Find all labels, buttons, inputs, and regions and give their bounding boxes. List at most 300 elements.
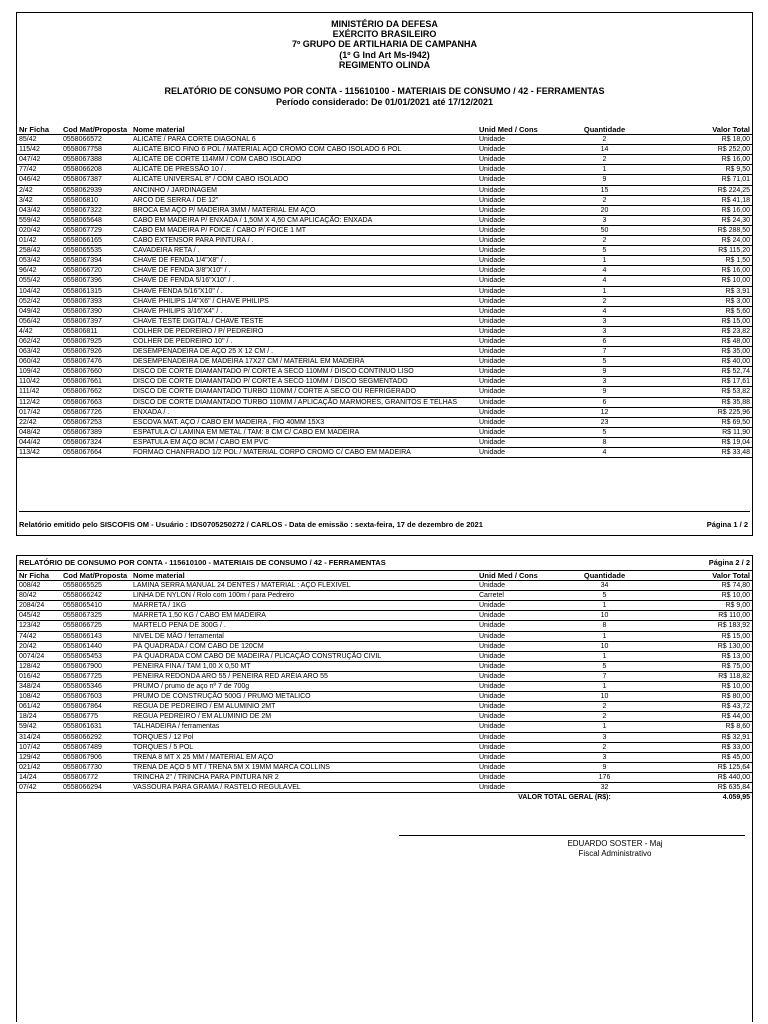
nr-ficha-cell: 044/42 bbox=[17, 437, 61, 447]
valor-total-cell: R$ 44,00 bbox=[652, 712, 752, 722]
cod-mat-cell: 0558067394 bbox=[61, 256, 131, 266]
valor-total-cell: R$ 10,00 bbox=[652, 682, 752, 692]
nome-material-cell: MARTELO PENA DE 300G / . bbox=[131, 621, 477, 631]
cod-mat-cell: 0558067476 bbox=[61, 357, 131, 367]
valor-total-cell: R$ 252,00 bbox=[652, 145, 752, 155]
unid-med-cell: Unidade bbox=[477, 276, 557, 286]
cod-mat-cell: 0558067663 bbox=[61, 397, 131, 407]
nome-material-cell: CABO EM MADEIRA P/ ENXADA / 1,50M X 4,50 CM APLICAÇÃO: ENXADA bbox=[131, 215, 477, 225]
valor-total-cell: R$ 24,00 bbox=[652, 236, 752, 246]
valor-total-cell: R$ 118,82 bbox=[652, 671, 752, 681]
valor-total-cell: R$ 3,91 bbox=[652, 286, 752, 296]
cod-mat-cell: 0558067925 bbox=[61, 336, 131, 346]
nr-ficha-cell: 062/42 bbox=[17, 336, 61, 346]
valor-total-cell: R$ 24,30 bbox=[652, 215, 752, 225]
valor-total-cell: R$ 16,00 bbox=[652, 155, 752, 165]
nr-ficha-cell: 053/42 bbox=[17, 256, 61, 266]
quantidade-cell: 2 bbox=[557, 742, 652, 752]
quantidade-cell: 2 bbox=[557, 712, 652, 722]
table-row bbox=[17, 215, 752, 225]
cod-mat-cell: 0558067661 bbox=[61, 377, 131, 387]
nr-ficha-cell: 052/42 bbox=[17, 296, 61, 306]
table-row bbox=[17, 306, 752, 316]
quantidade-cell: 5 bbox=[557, 246, 652, 256]
nr-ficha-cell: 123/42 bbox=[17, 621, 61, 631]
quantidade-cell: 2 bbox=[557, 135, 652, 145]
table-row bbox=[17, 772, 752, 782]
quantidade-cell: 1 bbox=[557, 601, 652, 611]
report-page-2 bbox=[16, 555, 753, 1022]
quantidade-cell: 1 bbox=[557, 651, 652, 661]
valor-total-cell: R$ 75,00 bbox=[652, 661, 752, 671]
unid-med-cell: Unidade bbox=[477, 377, 557, 387]
quantidade-cell: 5 bbox=[557, 427, 652, 437]
nr-ficha-cell: 77/42 bbox=[17, 165, 61, 175]
table-row bbox=[17, 712, 752, 722]
col-quantidade: Quantidade bbox=[557, 571, 652, 581]
report-title: RELATÓRIO DE CONSUMO POR CONTA - 115610100 - MATERIAIS DE CONSUMO / 42 - FERRAMENTAS bbox=[164, 86, 605, 97]
page-number: Página 2 / 2 bbox=[708, 558, 750, 567]
valor-total-cell: R$ 13,00 bbox=[652, 651, 752, 661]
valor-total-cell: R$ 48,00 bbox=[652, 336, 752, 346]
nr-ficha-cell: 4/42 bbox=[17, 326, 61, 336]
valor-total-cell: R$ 52,74 bbox=[652, 367, 752, 377]
nome-material-cell: TRINCHA 2" / TRINCHA PARA PINTURA NR 2 bbox=[131, 772, 477, 782]
nr-ficha-cell: 129/42 bbox=[17, 752, 61, 762]
cod-mat-cell: 0558067758 bbox=[61, 145, 131, 155]
nome-material-cell: ESCOVA MAT. AÇO / CABO EM MADEIRA , FIO 40MM 15X3 bbox=[131, 417, 477, 427]
unid-med-cell: Unidade bbox=[477, 448, 557, 458]
nome-material-cell: TRENA 8 MT X 25 MM / MATERIAL EM AÇO bbox=[131, 752, 477, 762]
valor-total-cell: R$ 3,00 bbox=[652, 296, 752, 306]
page-2-header bbox=[17, 556, 752, 571]
cod-mat-cell: 0558066572 bbox=[61, 135, 131, 145]
nome-material-cell: COLHER DE PEDREIRO / P/ PEDREIRO bbox=[131, 326, 477, 336]
nr-ficha-cell: 80/42 bbox=[17, 591, 61, 601]
table-row bbox=[17, 296, 752, 306]
table-row bbox=[17, 651, 752, 661]
nome-material-cell: DISCO DE CORTE DIAMANTADO P/ CORTE A SECO 110MM / DISCO CONTINUO LISO bbox=[131, 367, 477, 377]
quantidade-cell: 6 bbox=[557, 336, 652, 346]
nome-material-cell: CHAVE PHILIPS 3/16"X4" / . bbox=[131, 306, 477, 316]
table-row bbox=[17, 631, 752, 641]
col-nome-material: Nome material bbox=[131, 571, 477, 581]
table-row bbox=[17, 357, 752, 367]
quantidade-cell: 5 bbox=[557, 661, 652, 671]
quantidade-cell: 14 bbox=[557, 145, 652, 155]
nr-ficha-cell: 2/42 bbox=[17, 185, 61, 195]
cod-mat-cell: 0558065346 bbox=[61, 682, 131, 692]
total-row bbox=[17, 793, 752, 803]
unid-med-cell: Unidade bbox=[477, 266, 557, 276]
table-row bbox=[17, 732, 752, 742]
quantidade-cell: 12 bbox=[557, 407, 652, 417]
nr-ficha-cell: 3/42 bbox=[17, 195, 61, 205]
cod-mat-cell: 0558062939 bbox=[61, 185, 131, 195]
header-line: (1º G Ind Art Ms-I942) bbox=[339, 49, 430, 60]
nr-ficha-cell: 056/42 bbox=[17, 316, 61, 326]
quantidade-cell: 5 bbox=[557, 591, 652, 601]
cod-mat-cell: 0558067397 bbox=[61, 316, 131, 326]
valor-total-cell: R$ 53,82 bbox=[652, 387, 752, 397]
nome-material-cell: CHAVE DE FENDA 1/4"X8" / . bbox=[131, 256, 477, 266]
unid-med-cell: Unidade bbox=[477, 601, 557, 611]
table-row bbox=[17, 185, 752, 195]
nome-material-cell: TORQUES / 12 Pol bbox=[131, 732, 477, 742]
footer-divider bbox=[19, 511, 750, 512]
nome-material-cell: COLHER DE PEDREIRO 10" / . bbox=[131, 336, 477, 346]
table-row bbox=[17, 611, 752, 621]
valor-total-cell: R$ 69,50 bbox=[652, 417, 752, 427]
table-row bbox=[17, 377, 752, 387]
unid-med-cell: Unidade bbox=[477, 437, 557, 447]
nr-ficha-cell: 18/24 bbox=[17, 712, 61, 722]
quantidade-cell: 1 bbox=[557, 256, 652, 266]
unid-med-cell: Unidade bbox=[477, 712, 557, 722]
quantidade-cell: 9 bbox=[557, 175, 652, 185]
quantidade-cell: 32 bbox=[557, 782, 652, 792]
valor-total-cell: R$ 440,00 bbox=[652, 772, 752, 782]
cod-mat-cell: 0558067926 bbox=[61, 347, 131, 357]
nome-material-cell: CABO EXTENSOR PARA PINTURA / . bbox=[131, 236, 477, 246]
valor-total-cell: R$ 110,00 bbox=[652, 611, 752, 621]
nome-material-cell: DESEMPENADEIRA DE AÇO 25 X 12 CM / . bbox=[131, 347, 477, 357]
valor-total-cell: R$ 33,48 bbox=[652, 448, 752, 458]
nome-material-cell: CHAVE PHILIPS 1/4"X6" / CHAVE PHILIPS bbox=[131, 296, 477, 306]
valor-total-cell: R$ 130,00 bbox=[652, 641, 752, 651]
cod-mat-cell: 0558067730 bbox=[61, 762, 131, 772]
nr-ficha-cell: 258/42 bbox=[17, 246, 61, 256]
quantidade-cell: 1 bbox=[557, 722, 652, 732]
nr-ficha-cell: 060/42 bbox=[17, 357, 61, 367]
cod-mat-cell: 0558061631 bbox=[61, 722, 131, 732]
nome-material-cell: CHAVE TESTE DIGITAL / CHAVE TESTE bbox=[131, 316, 477, 326]
total-label: VALOR TOTAL GERAL (R$): bbox=[518, 794, 611, 802]
valor-total-cell: R$ 183,92 bbox=[652, 621, 752, 631]
nr-ficha-cell: 047/42 bbox=[17, 155, 61, 165]
col-cod-mat: Cod Mat/Proposta bbox=[61, 571, 131, 581]
nome-material-cell: FORMAO CHANFRADO 1/2 POL / MATERIAL CORPO CROMO C/ CABO EM MADEIRA bbox=[131, 448, 477, 458]
table-row bbox=[17, 437, 752, 447]
quantidade-cell: 7 bbox=[557, 671, 652, 681]
items-table-page-2 bbox=[17, 571, 752, 802]
quantidade-cell: 1 bbox=[557, 286, 652, 296]
valor-total-cell: R$ 74,80 bbox=[652, 581, 752, 591]
unid-med-cell: Unidade bbox=[477, 651, 557, 661]
table-row bbox=[17, 742, 752, 752]
nome-material-cell: MARRETA / 1KG bbox=[131, 601, 477, 611]
nome-material-cell: MARRETA 1,50 KG / CABO EM MADEIRA bbox=[131, 611, 477, 621]
unid-med-cell: Unidade bbox=[477, 135, 557, 145]
cod-mat-cell: 0558067662 bbox=[61, 387, 131, 397]
unid-med-cell: Unidade bbox=[477, 611, 557, 621]
table-row bbox=[17, 661, 752, 671]
nr-ficha-cell: 96/42 bbox=[17, 266, 61, 276]
quantidade-cell: 4 bbox=[557, 306, 652, 316]
nome-material-cell: DISCO DE CORTE DIAMANTADO TURBO 110MM / APLICAÇÃO MARMORES, GRANITOS E TELHAS bbox=[131, 397, 477, 407]
quantidade-cell: 10 bbox=[557, 611, 652, 621]
quantidade-cell: 15 bbox=[557, 185, 652, 195]
signature-name: EDUARDO SOSTER - Maj bbox=[567, 839, 663, 848]
table-row bbox=[17, 347, 752, 357]
cod-mat-cell: 0558067725 bbox=[61, 671, 131, 681]
valor-total-cell: R$ 23,82 bbox=[652, 326, 752, 336]
unid-med-cell: Unidade bbox=[477, 397, 557, 407]
cod-mat-cell: 055806775 bbox=[61, 712, 131, 722]
cod-mat-cell: 0558066725 bbox=[61, 621, 131, 631]
valor-total-cell: R$ 10,00 bbox=[652, 276, 752, 286]
unid-med-cell: Unidade bbox=[477, 347, 557, 357]
nr-ficha-cell: 2084/24 bbox=[17, 601, 61, 611]
nome-material-cell: PÁ QUADRADA COM CABO DE MADEIRA / PLICAÇÃO CONSTRUÇÃO CIVIL bbox=[131, 651, 477, 661]
nr-ficha-cell: 59/42 bbox=[17, 722, 61, 732]
cod-mat-cell: 0558067726 bbox=[61, 407, 131, 417]
quantidade-cell: 176 bbox=[557, 772, 652, 782]
cod-mat-cell: 0558065410 bbox=[61, 601, 131, 611]
table-row bbox=[17, 427, 752, 437]
table-row bbox=[17, 407, 752, 417]
quantidade-cell: 3 bbox=[557, 377, 652, 387]
valor-total-cell: R$ 45,00 bbox=[652, 752, 752, 762]
table-row bbox=[17, 641, 752, 651]
nr-ficha-cell: 045/42 bbox=[17, 611, 61, 621]
unid-med-cell: Unidade bbox=[477, 155, 557, 165]
nr-ficha-cell: 113/42 bbox=[17, 448, 61, 458]
table-row bbox=[17, 671, 752, 681]
nr-ficha-cell: 22/42 bbox=[17, 417, 61, 427]
nr-ficha-cell: 0074/24 bbox=[17, 651, 61, 661]
table-row bbox=[17, 417, 752, 427]
valor-total-cell: R$ 9,50 bbox=[652, 165, 752, 175]
unid-med-cell: Unidade bbox=[477, 417, 557, 427]
cod-mat-cell: 0558067664 bbox=[61, 448, 131, 458]
report-emission-info: Relatório emitido pelo SISCOFIS OM - Usuário : IDS0705250272 / CARLOS - Data de emissão : sexta-feira, 17 de dezembro de 2021 bbox=[19, 520, 483, 529]
signature-block bbox=[399, 839, 768, 859]
quantidade-cell: 6 bbox=[557, 397, 652, 407]
cod-mat-cell: 0558061440 bbox=[61, 641, 131, 651]
table-row bbox=[17, 205, 752, 215]
valor-total-cell: R$ 80,00 bbox=[652, 692, 752, 702]
cod-mat-cell: 0558067253 bbox=[61, 417, 131, 427]
nr-ficha-cell: 020/42 bbox=[17, 225, 61, 235]
nome-material-cell: ALICATE / PARA CORTE DIAGONAL 6 bbox=[131, 135, 477, 145]
quantidade-cell: 9 bbox=[557, 387, 652, 397]
cod-mat-cell: 0558067900 bbox=[61, 661, 131, 671]
table-row bbox=[17, 702, 752, 712]
col-unid-med: Unid Med / Cons bbox=[477, 125, 557, 135]
nr-ficha-cell: 008/42 bbox=[17, 581, 61, 591]
signature-role: Fiscal Administrativo bbox=[578, 849, 652, 858]
cod-mat-cell: 0558067489 bbox=[61, 742, 131, 752]
valor-total-cell: R$ 125,64 bbox=[652, 762, 752, 772]
valor-total-cell: R$ 635,84 bbox=[652, 782, 752, 792]
valor-total-cell: R$ 5,60 bbox=[652, 306, 752, 316]
nome-material-cell: TRENA DE AÇO 5 MT / TRENA 5M X 19MM MARCA COLLINS bbox=[131, 762, 477, 772]
nr-ficha-cell: 104/42 bbox=[17, 286, 61, 296]
nome-material-cell: CHAVE FENDA 5/16"X10" / . bbox=[131, 286, 477, 296]
unid-med-cell: Unidade bbox=[477, 661, 557, 671]
table-row bbox=[17, 326, 752, 336]
valor-total-cell: R$ 10,00 bbox=[652, 591, 752, 601]
unid-med-cell: Unidade bbox=[477, 581, 557, 591]
quantidade-cell: 7 bbox=[557, 347, 652, 357]
table-header-row bbox=[17, 125, 752, 135]
table-row bbox=[17, 397, 752, 407]
unid-med-cell: Unidade bbox=[477, 357, 557, 367]
table-row bbox=[17, 581, 752, 591]
cod-mat-cell: 0558067396 bbox=[61, 276, 131, 286]
table-row bbox=[17, 621, 752, 631]
nr-ficha-cell: 046/42 bbox=[17, 175, 61, 185]
valor-total-cell: R$ 40,00 bbox=[652, 357, 752, 367]
nr-ficha-cell: 107/42 bbox=[17, 742, 61, 752]
unid-med-cell: Unidade bbox=[477, 195, 557, 205]
cod-mat-cell: 0558065648 bbox=[61, 215, 131, 225]
table-row bbox=[17, 145, 752, 155]
nome-material-cell: TORQUES / 5 POL bbox=[131, 742, 477, 752]
unid-med-cell: Unidade bbox=[477, 326, 557, 336]
cod-mat-cell: 0558067387 bbox=[61, 175, 131, 185]
nome-material-cell: ALICATE DE CORTE 114MM / COM CABO ISOLADO bbox=[131, 155, 477, 165]
unid-med-cell: Unidade bbox=[477, 682, 557, 692]
quantidade-cell: 1 bbox=[557, 682, 652, 692]
quantidade-cell: 3 bbox=[557, 732, 652, 742]
nr-ficha-cell: 115/42 bbox=[17, 145, 61, 155]
nr-ficha-cell: 07/42 bbox=[17, 782, 61, 792]
header-line: MINISTÉRIO DA DEFESA bbox=[331, 19, 438, 29]
unid-med-cell: Unidade bbox=[477, 742, 557, 752]
unid-med-cell: Unidade bbox=[477, 621, 557, 631]
table-row bbox=[17, 722, 752, 732]
valor-total-cell: R$ 115,20 bbox=[652, 246, 752, 256]
table-header-row bbox=[17, 571, 752, 581]
unid-med-cell: Unidade bbox=[477, 407, 557, 417]
nr-ficha-cell: 108/42 bbox=[17, 692, 61, 702]
table-row bbox=[17, 135, 752, 145]
table-row bbox=[17, 195, 752, 205]
cod-mat-cell: 0558067388 bbox=[61, 155, 131, 165]
nome-material-cell: REGUA PEDREIRO / EM ALUMINIO DE 2M bbox=[131, 712, 477, 722]
col-valor-total: Valor Total bbox=[652, 571, 752, 581]
quantidade-cell: 4 bbox=[557, 448, 652, 458]
cod-mat-cell: 0558061315 bbox=[61, 286, 131, 296]
unid-med-cell: Unidade bbox=[477, 772, 557, 782]
unid-med-cell: Unidade bbox=[477, 671, 557, 681]
table-row bbox=[17, 692, 752, 702]
quantidade-cell: 4 bbox=[557, 266, 652, 276]
nome-material-cell: PRUMO / prumo de aço nº 7 de 700g bbox=[131, 682, 477, 692]
nome-material-cell: ESPATULA EM AÇO 8CM / CABO EM PVC bbox=[131, 437, 477, 447]
table-row bbox=[17, 175, 752, 185]
nome-material-cell: ENXADA / . bbox=[131, 407, 477, 417]
quantidade-cell: 2 bbox=[557, 155, 652, 165]
nr-ficha-cell: 01/42 bbox=[17, 236, 61, 246]
cod-mat-cell: 0558065453 bbox=[61, 651, 131, 661]
quantidade-cell: 2 bbox=[557, 296, 652, 306]
nr-ficha-cell: 055/42 bbox=[17, 276, 61, 286]
unid-med-cell: Unidade bbox=[477, 367, 557, 377]
nr-ficha-cell: 063/42 bbox=[17, 347, 61, 357]
valor-total-cell: R$ 11,90 bbox=[652, 427, 752, 437]
nome-material-cell: PÁ QUADRADA / COM CABO DE 120CM bbox=[131, 641, 477, 651]
nr-ficha-cell: 111/42 bbox=[17, 387, 61, 397]
cod-mat-cell: 0558067660 bbox=[61, 367, 131, 377]
cod-mat-cell: 0558067390 bbox=[61, 306, 131, 316]
unid-med-cell: Unidade bbox=[477, 752, 557, 762]
quantidade-cell: 8 bbox=[557, 621, 652, 631]
cod-mat-cell: 0558066208 bbox=[61, 165, 131, 175]
valor-total-cell: R$ 1,50 bbox=[652, 256, 752, 266]
nome-material-cell: CHAVE DE FENDA 5/16"X10" / . bbox=[131, 276, 477, 286]
nr-ficha-cell: 74/42 bbox=[17, 631, 61, 641]
unid-med-cell: Unidade bbox=[477, 631, 557, 641]
cod-mat-cell: 0558067906 bbox=[61, 752, 131, 762]
valor-total-cell: R$ 225,96 bbox=[652, 407, 752, 417]
unid-med-cell: Unidade bbox=[477, 336, 557, 346]
cod-mat-cell: 0558065535 bbox=[61, 246, 131, 256]
nome-material-cell: ANCINHO / JARDINAGEM bbox=[131, 185, 477, 195]
col-unid-med: Unid Med / Cons bbox=[477, 571, 557, 581]
table-row bbox=[17, 276, 752, 286]
cod-mat-cell: 0558066292 bbox=[61, 732, 131, 742]
quantidade-cell: 23 bbox=[557, 417, 652, 427]
unid-med-cell: Unidade bbox=[477, 175, 557, 185]
nr-ficha-cell: 021/42 bbox=[17, 762, 61, 772]
unid-med-cell: Carretel bbox=[477, 591, 557, 601]
unid-med-cell: Unidade bbox=[477, 145, 557, 155]
unid-med-cell: Unidade bbox=[477, 722, 557, 732]
valor-total-cell: R$ 32,91 bbox=[652, 732, 752, 742]
unid-med-cell: Unidade bbox=[477, 256, 557, 266]
quantidade-cell: 9 bbox=[557, 367, 652, 377]
quantidade-cell: 3 bbox=[557, 316, 652, 326]
cod-mat-cell: 0558066720 bbox=[61, 266, 131, 276]
nr-ficha-cell: 048/42 bbox=[17, 427, 61, 437]
signature-line bbox=[399, 835, 745, 836]
nome-material-cell: BROCA EM AÇO P/ MADEIRA 3MM / MATERIAL EM AÇO bbox=[131, 205, 477, 215]
table-row bbox=[17, 246, 752, 256]
quantidade-cell: 4 bbox=[557, 276, 652, 286]
nome-material-cell: CABO EM MADEIRA P/ FOICE / CABO P/ FOICE 1 MT bbox=[131, 225, 477, 235]
nome-material-cell: TALHADEIRA / ferramentas bbox=[131, 722, 477, 732]
cod-mat-cell: 0558067729 bbox=[61, 225, 131, 235]
valor-total-cell: R$ 15,00 bbox=[652, 631, 752, 641]
unid-med-cell: Unidade bbox=[477, 165, 557, 175]
valor-total-cell: R$ 9,00 bbox=[652, 601, 752, 611]
valor-total-cell: R$ 8,60 bbox=[652, 722, 752, 732]
nr-ficha-cell: 017/42 bbox=[17, 407, 61, 417]
quantidade-cell: 2 bbox=[557, 195, 652, 205]
items-table-page-1 bbox=[17, 125, 752, 458]
unid-med-cell: Unidade bbox=[477, 205, 557, 215]
quantidade-cell: 20 bbox=[557, 205, 652, 215]
nr-ficha-cell: 109/42 bbox=[17, 367, 61, 377]
table-row bbox=[17, 155, 752, 165]
unid-med-cell: Unidade bbox=[477, 762, 557, 772]
cod-mat-cell: 0558065525 bbox=[61, 581, 131, 591]
table-row bbox=[17, 682, 752, 692]
valor-total-cell: R$ 19,04 bbox=[652, 437, 752, 447]
table-row bbox=[17, 286, 752, 296]
nome-material-cell: LAMINA SERRA MANUAL 24 DENTES / MATERIAL : AÇO FLEXIVEL bbox=[131, 581, 477, 591]
unid-med-cell: Unidade bbox=[477, 296, 557, 306]
quantidade-cell: 3 bbox=[557, 215, 652, 225]
unid-med-cell: Unidade bbox=[477, 692, 557, 702]
unid-med-cell: Unidade bbox=[477, 732, 557, 742]
cod-mat-cell: 055806810 bbox=[61, 195, 131, 205]
nr-ficha-cell: 049/42 bbox=[17, 306, 61, 316]
unid-med-cell: Unidade bbox=[477, 215, 557, 225]
